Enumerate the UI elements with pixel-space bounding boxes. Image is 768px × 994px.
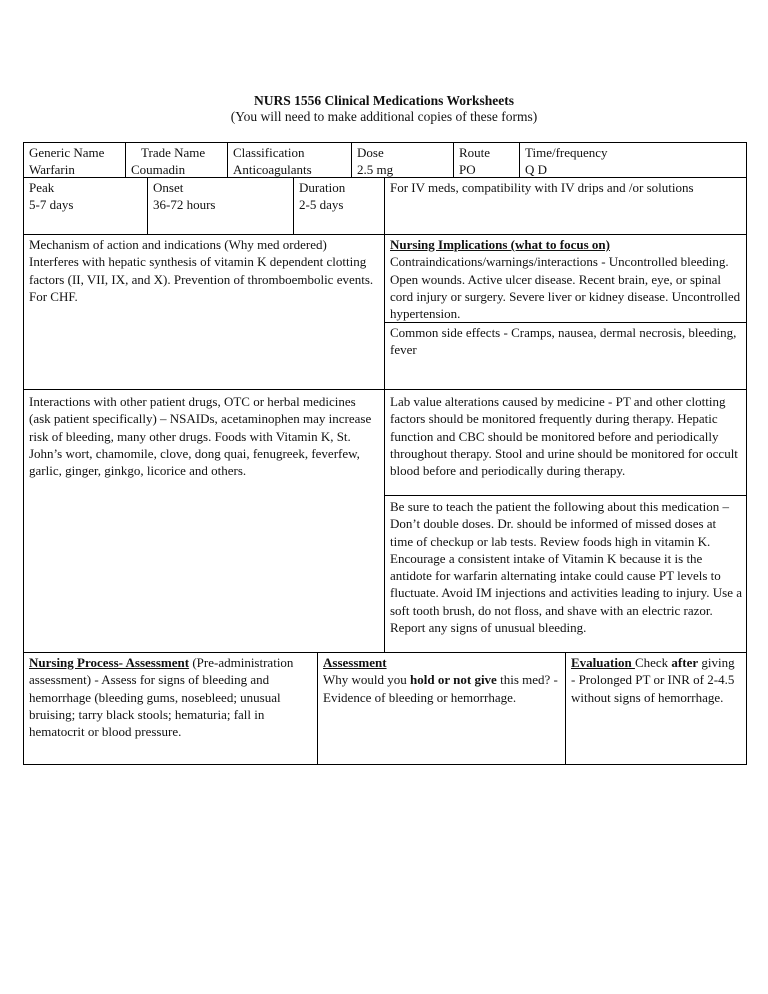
interactions-text: Interactions with other patient drugs, OTC or herbal medicines (ask patient specifically) – NSAIDs, acetaminophen may increase risk of bleeding, many other drugs. Foods with Vitamin K, St. John’s wort, chamomile, clove, dong quai, fenugreek, feverfew, garlic, ginger, ginkgo, licorice and others. [29, 394, 372, 479]
dose-value: 2.5 mg [357, 162, 394, 178]
evaluation-text-bold: after [671, 655, 699, 670]
evaluation-text-b: giving - Prolonged PT or INR of 2-4.5 without signs of hemorrhage. [571, 655, 735, 705]
time-frequency-value: Q D [525, 162, 548, 178]
iv-compatibility-text: For IV meds, compatibility with IV drips and /or solutions [390, 180, 694, 195]
assessment-text-a: Why would you [323, 672, 411, 688]
teaching-text: Be sure to teach the patient the following about this medication – Don’t double doses. Dr. should be informed of missed doses at time of checkup or lab tests. Review foods high in vitamin K. Encourage a consistent intake of Vitamin K because it is the antidote for warfarin alternating intake could cause PT levels to fluctuate. Avoid IM injections and activities leading to injury. Use a soft tooth brush, do not floss, and shave with an electric razor. Report any signs of unusual bleeding. [390, 499, 742, 636]
assessment-text-bold: hold or not give [410, 672, 497, 688]
mechanism-text: Interferes with hepatic synthesis of vitamin K dependent clotting factors (II, VII, IX, and X). Prevention of thromboembolic events. For CHF. [29, 254, 374, 304]
page-title: NURS 1556 Clinical Medications Worksheets [253, 93, 514, 108]
nursing-implications-heading: Nursing Implications (what to focus on) [390, 237, 610, 252]
mechanism-label: Mechanism of action and indications (Why med ordered) [29, 237, 327, 252]
generic-name-label: Generic Name [29, 145, 105, 160]
onset-value: 36-72 hours [153, 197, 216, 213]
generic-name-value: Warfarin [29, 162, 75, 178]
side-effects-text: Common side effects - Cramps, nausea, dermal necrosis, bleeding, fever [390, 325, 737, 358]
route-value: PO [459, 162, 476, 178]
duration-value: 2-5 days [299, 197, 344, 213]
classification-value: Anticoagulants [233, 162, 312, 178]
onset-label: Onset [153, 180, 184, 195]
evaluation-text [571, 654, 742, 706]
trade-name-label: Trade Name [141, 145, 206, 160]
classification-label: Classification [233, 145, 305, 160]
trade-name-value: Coumadin [131, 162, 186, 178]
nursing-process-heading: Nursing Process- Assessment [29, 655, 190, 670]
lab-values-text: Lab value alterations caused by medicine - PT and other clotting factors should be monitored frequently during therapy. Hepatic function and CBC should be monitored before and periodically throughout therapy. Stool and urine should be monitored for occult blood before and periodically during therapy. [390, 394, 738, 479]
dose-label: Dose [357, 145, 384, 160]
page-subtitle: (You will need to make additional copies of these forms) [230, 109, 538, 124]
peak-value: 5-7 days [29, 197, 74, 213]
assessment-text [323, 671, 561, 706]
nursing-process-body: (Pre-administration assessment) - Assess for signs of bleeding and hemorrhage (bleeding gums, nosebleed; unusual bruising; tarry black stools; hematuria; fall in hematocrit or blood pressure. [29, 655, 294, 740]
peak-label: Peak [29, 180, 55, 195]
contraindications-text: Contraindications/warnings/interactions - Uncontrolled bleeding. Open wounds. Active ulcer disease. Recent brain, eye, or spinal cord injury or surgery. Severe liver or kidney disease. Uncontrolled hypertension. [390, 254, 741, 322]
nursing-process-text [29, 654, 313, 740]
evaluation-text-a: Check [634, 655, 672, 670]
duration-label: Duration [299, 180, 346, 195]
assessment-heading: Assessment [323, 655, 387, 670]
route-label: Route [459, 145, 491, 160]
time-frequency-label: Time/frequency [525, 145, 608, 160]
evaluation-heading: Evaluation [571, 655, 635, 670]
assessment-text-b: this med? - Evidence of bleeding or hemorrhage. [323, 672, 558, 705]
